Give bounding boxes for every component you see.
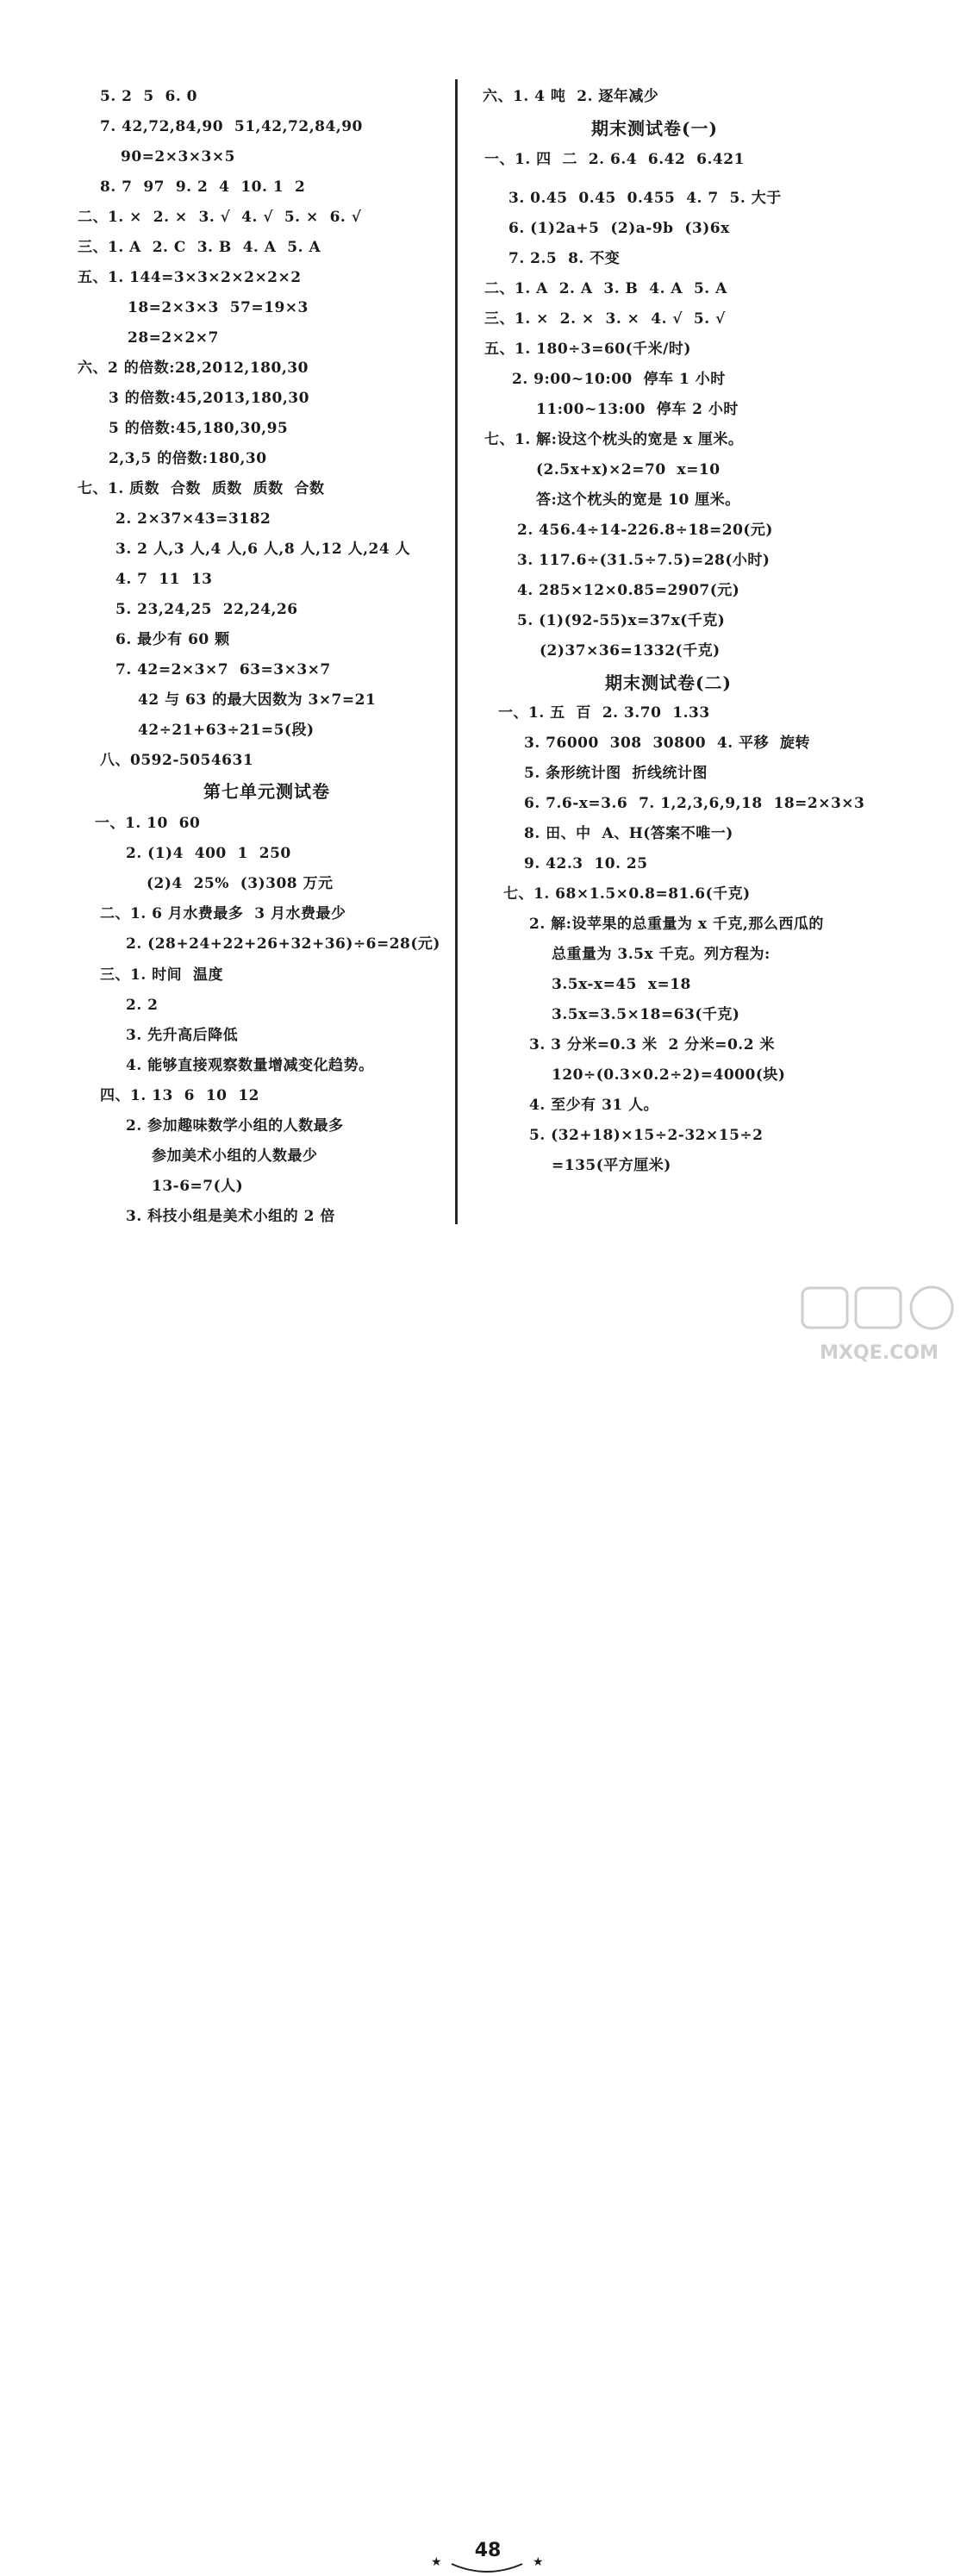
answer-line: 2. 456.4÷14-226.8÷18=20(元) [517, 522, 773, 539]
answer-line: 4. 7 11 13 [115, 571, 213, 588]
answer-line: 28=2×2×7 [128, 329, 219, 347]
answer-line: 5. (1)(92-55)x=37x(千克) [517, 612, 726, 629]
answer-line: 42÷21+63÷21=5(段) [138, 722, 315, 739]
answer-line: 参加美术小组的人数最少 [152, 1147, 318, 1165]
answer-line: 6. 7.6-x=3.6 7. 1,2,3,6,9,18 18=2×3×3 [524, 795, 865, 812]
answer-line: 6. (1)2a+5 (2)a-9b (3)6x [508, 220, 730, 237]
answer-line: 11:00~13:00 停车 2 小时 [536, 401, 739, 418]
answer-line: 3. 117.6÷(31.5÷7.5)=28(小时) [517, 552, 770, 569]
watermark-text: MXQE.COM [820, 1342, 939, 1364]
answer-line: 2,3,5 的倍数:180,30 [109, 450, 267, 467]
answer-line: 五、1. 180÷3=60(千米/时) [484, 341, 691, 358]
answer-line: 二、1. × 2. × 3. √ 4. √ 5. × 6. √ [78, 209, 362, 226]
answer-line: 总重量为 3.5x 千克。列方程为: [552, 946, 770, 963]
answer-line: 13-6=7(人) [152, 1178, 244, 1195]
answer-line: 一、1. 五 百 2. 3.70 1.33 [498, 704, 710, 722]
right-column [465, 0, 948, 1259]
answer-line: 8. 7 97 9. 2 4 10. 1 2 [100, 178, 306, 196]
swoosh-decoration-icon [448, 2557, 526, 2576]
section-heading: 期末测试卷(二) [605, 672, 732, 693]
answer-line: 120÷(0.3×0.2÷2)=4000(块) [552, 1066, 786, 1084]
section-heading: 第七单元测试卷 [203, 781, 330, 802]
answer-line: 七、1. 质数 合数 质数 质数 合数 [78, 480, 325, 497]
answer-line: 2. 2×37×43=3182 [115, 510, 271, 528]
answer-line: 3. 76000 308 30800 4. 平移 旋转 [524, 735, 810, 752]
answer-line: 7. 42,72,84,90 51,42,72,84,90 [100, 118, 363, 135]
answer-line: 2. (28+24+22+26+32+36)÷6=28(元) [126, 935, 440, 953]
answer-line: 5 的倍数:45,180,30,95 [109, 420, 289, 437]
watermark-logo [797, 1283, 961, 1369]
answer-line: 一、1. 10 60 [95, 815, 201, 832]
answer-line: 3.5x-x=45 x=18 [552, 976, 691, 993]
answer-line: 三、1. 时间 温度 [100, 966, 224, 984]
answer-line: (2.5x+x)×2=70 x=10 [536, 461, 721, 478]
answer-line: 六、1. 4 吨 2. 逐年减少 [483, 88, 659, 105]
answer-line: 3 的倍数:45,2013,180,30 [109, 390, 309, 407]
answer-line: =135(平方厘米) [552, 1157, 671, 1174]
answer-line: 5. 条形统计图 折线统计图 [524, 765, 708, 782]
column-divider [455, 79, 458, 1224]
answer-line: 2. 解:设苹果的总重量为 x 千克,那么西瓜的 [529, 916, 824, 933]
answer-line: (2)37×36=1332(千克) [540, 642, 721, 660]
answer-line: 2. 参加趣味数学小组的人数最多 [126, 1117, 344, 1135]
answer-line: 3. 2 人,3 人,4 人,6 人,8 人,12 人,24 人 [115, 541, 411, 558]
answer-line: (2)4 25% (3)308 万元 [147, 875, 334, 892]
answer-line: 4. 285×12×0.85=2907(元) [517, 582, 740, 599]
answer-line: 7. 2.5 8. 不变 [508, 250, 621, 267]
answer-line: 3. 先升高后降低 [126, 1027, 239, 1044]
answer-line: 5. 2 5 6. 0 [100, 88, 197, 105]
answer-line: 5. (32+18)×15÷2-32×15÷2 [529, 1127, 764, 1144]
answer-line: 18=2×3×3 57=19×3 [128, 299, 309, 316]
answer-line: 42 与 63 的最大因数为 3×7=21 [138, 691, 377, 709]
answer-line: 三、1. A 2. C 3. B 4. A 5. A [78, 239, 321, 256]
answer-line: 5. 23,24,25 22,24,26 [115, 601, 298, 618]
answer-line: 7. 42=2×3×7 63=3×3×7 [115, 661, 331, 678]
answer-line: 六、2 的倍数:28,2012,180,30 [78, 360, 309, 377]
answer-line: 一、1. 四 二 2. 6.4 6.42 6.421 [484, 151, 745, 168]
answer-line: 2. 9:00~10:00 停车 1 小时 [512, 371, 726, 388]
answer-line: 二、1. A 2. A 3. B 4. A 5. A [484, 280, 727, 297]
answer-line: 6. 最少有 60 颗 [115, 631, 230, 648]
answer-line: 2. (1)4 400 1 250 [126, 845, 291, 862]
answer-line: 二、1. 6 月水费最多 3 月水费最少 [100, 905, 346, 922]
answer-line: 2. 2 [126, 997, 159, 1014]
answer-line: 90=2×3×3×5 [121, 148, 235, 166]
answer-line: 3. 0.45 0.45 0.455 4. 7 5. 大于 [508, 190, 782, 207]
answer-line: 五、1. 144=3×3×2×2×2×2 [78, 269, 302, 286]
answer-line: 8. 田、中 A、H(答案不唯一) [524, 825, 733, 842]
left-column [0, 0, 448, 1259]
answer-line: 答:这个枕头的宽是 10 厘米。 [536, 491, 740, 509]
star-left-icon: ★ [431, 2555, 442, 2569]
answer-line: 9. 42.3 10. 25 [524, 855, 648, 872]
answer-line: 3. 科技小组是美术小组的 2 倍 [126, 1208, 335, 1225]
star-right-icon: ★ [533, 2555, 544, 2569]
answer-line: 4. 能够直接观察数量增减变化趋势。 [126, 1057, 374, 1074]
answer-line: 3.5x=3.5×18=63(千克) [552, 1006, 740, 1023]
answer-line: 三、1. × 2. × 3. × 4. √ 5. √ [484, 310, 726, 328]
answer-line: 八、0592-5054631 [100, 752, 254, 769]
page-number: 48 [474, 2540, 502, 2561]
answer-line: 3. 3 分米=0.3 米 2 分米=0.2 米 [529, 1036, 775, 1054]
answer-line: 4. 至少有 31 人。 [529, 1097, 659, 1114]
section-heading: 期末测试卷(一) [591, 118, 718, 139]
answer-line: 七、1. 解:设这个枕头的宽是 x 厘米。 [484, 431, 744, 448]
answer-line: 七、1. 68×1.5×0.8=81.6(千克) [503, 885, 751, 903]
answer-line: 四、1. 13 6 10 12 [100, 1087, 259, 1104]
